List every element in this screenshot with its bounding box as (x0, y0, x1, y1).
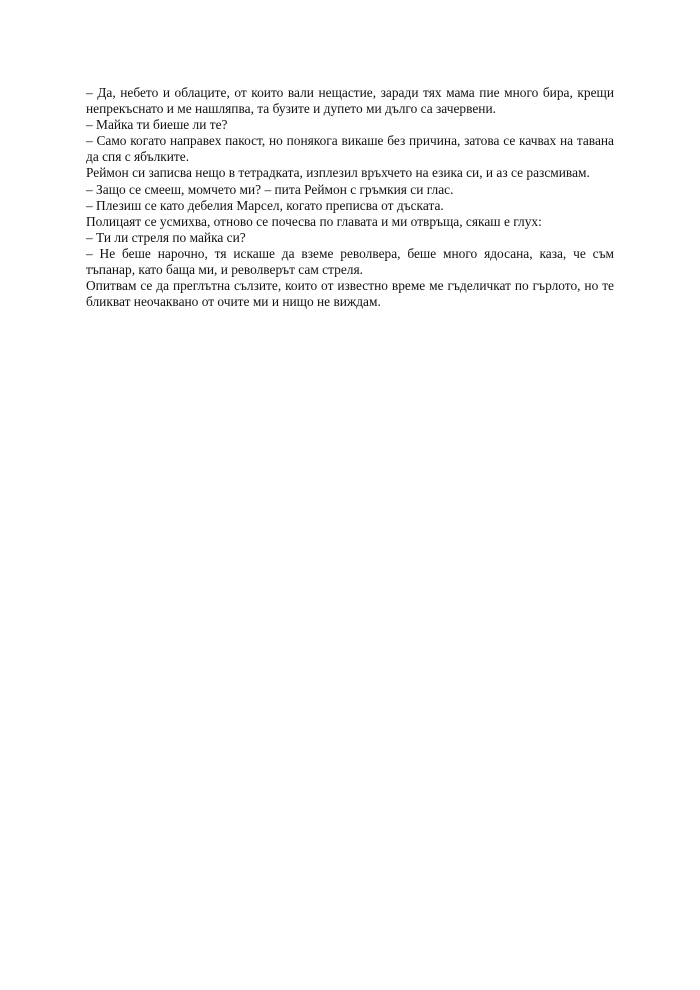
paragraph-10: Опитвам се да преглътна сълзите, които от известно време ме гъделичкат по гърлото, но те бликват неочаквано от очите ми и нищо не виждам. (86, 278, 614, 310)
document-body (86, 85, 614, 310)
paragraph-6: – Плезиш се като дебелия Марсел, когато преписва от дъската. (86, 197, 444, 213)
paragraph-4: Реймон си записва нещо в тетрадката, изплезил връхчето на езика си, и аз се разсмивам. (86, 165, 590, 181)
paragraph-7: Полицаят се усмихва, отново се почесва по главата и ми отвръща, сякаш е глух: (86, 213, 542, 229)
paragraph-2: – Майка ти биеше ли те? (86, 117, 228, 133)
paragraph-9: – Не беше нарочно, тя искаше да вземе револвера, беше много ядосана, каза, че съм тъпанар, като баща ми, и револверът сам стреля. (86, 245, 614, 278)
paragraph-5: – Защо се смееш, момчето ми? – пита Реймон с гръмкия си глас. (86, 181, 454, 197)
paragraph-1: – Да, небето и облаците, от които вали нещастие, заради тях мама пие много бира, крещи непрекъснато и ме нашляпва, та бузите и дупето ми дълго са зачервени. (86, 85, 614, 117)
paragraph-8: – Ти ли стреля по майка си? (86, 229, 246, 245)
paragraph-3: – Само когато направех пакост, но понякога викаше без причина, затова се качвах на тавана да спя с ябълките. (86, 133, 614, 165)
